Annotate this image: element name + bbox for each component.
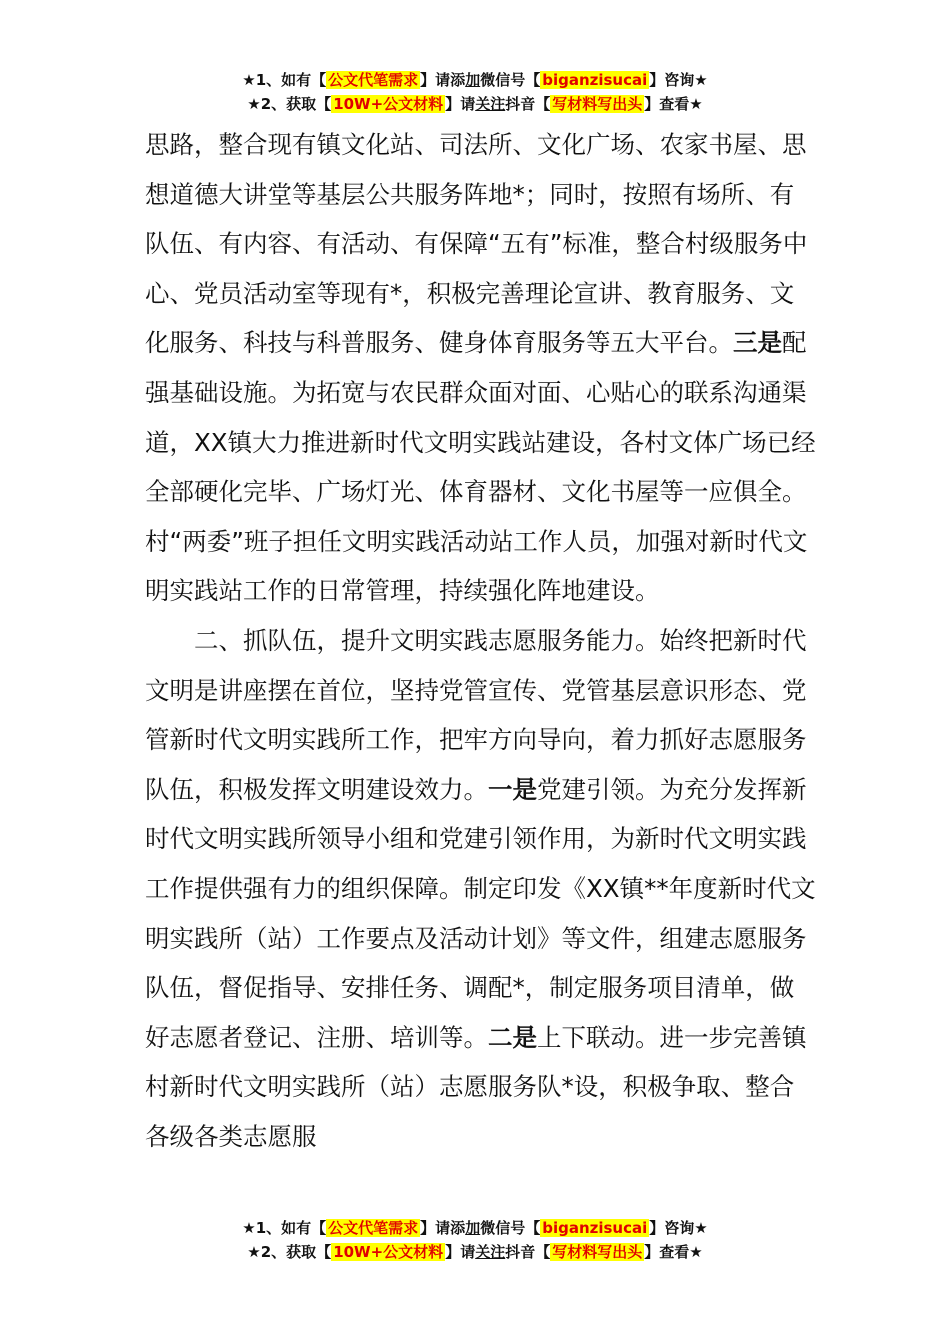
- banner-underline: 关注: [475, 95, 506, 113]
- banner-text: 】咨询★: [649, 1219, 708, 1237]
- banner-text: 】咨询★: [649, 71, 708, 89]
- paragraph-2: [145, 616, 817, 1162]
- banner-text: 】查看★: [644, 1243, 703, 1261]
- banner-text: 抖音【: [505, 1243, 551, 1261]
- banner-text: 】请添: [420, 71, 466, 89]
- banner-text: ★2、获取【: [247, 95, 332, 113]
- banner-highlight: 10W+公文材料: [333, 1243, 444, 1261]
- banner-text: 微信号【: [480, 71, 541, 89]
- banner-text: ★1、如有【: [242, 71, 327, 89]
- bold-keyword: 三是: [733, 328, 782, 358]
- banner-highlight: 公文代笔需求: [328, 71, 419, 89]
- banner-line-1: [0, 1216, 950, 1240]
- paragraph-1: [145, 120, 817, 616]
- banner-highlight: 写材料写出头: [552, 95, 643, 113]
- bold-keyword: 一是: [488, 774, 537, 804]
- banner-highlight: 公文代笔需求: [328, 1219, 419, 1237]
- footer-banner: [0, 1216, 950, 1264]
- banner-text: ★2、获取【: [247, 1243, 332, 1261]
- banner-line-2: [0, 1240, 950, 1264]
- banner-underline: 关注: [475, 1243, 506, 1261]
- header-banner: [0, 68, 950, 116]
- banner-line-2: [0, 92, 950, 116]
- paragraph-text: 思路，整合现有镇文化站、司法所、文化广场、农家书屋、思想道德大讲堂等基层公共服务阵地*；同时，按照有场所、有队伍、有内容、有活动、有保障“五有”标准，整合村级服务中心、党员活动室等现有*，积极完善理论宣讲、教育服务、文化服务、科技与科普服务、健身体育服务等五大平台。: [145, 130, 808, 358]
- banner-text: 抖音【: [505, 95, 551, 113]
- banner-highlight: biganzisucai: [542, 1219, 648, 1237]
- banner-text: 】查看★: [644, 95, 703, 113]
- banner-text: 微信号【: [480, 1219, 541, 1237]
- banner-underline: 加: [465, 71, 481, 89]
- banner-line-1: [0, 68, 950, 92]
- banner-highlight: 写材料写出头: [552, 1243, 643, 1261]
- banner-text: 】请: [445, 95, 476, 113]
- document-body: [145, 120, 817, 1161]
- paragraph-text: 上下联动。进一步完善镇村新时代文明实践所（站）志愿服务队*设，积极争取、整合各级各类志愿服: [145, 1022, 807, 1151]
- bold-keyword: 二是: [488, 1022, 537, 1052]
- banner-text: 】请: [445, 1243, 476, 1261]
- banner-highlight: 10W+公文材料: [333, 95, 444, 113]
- banner-underline: 加: [465, 1219, 481, 1237]
- banner-text: ★1、如有【: [242, 1219, 327, 1237]
- paragraph-text: 配强基础设施。为拓宽与农民群众面对面、心贴心的联系沟通渠道，XX镇大力推进新时代文明实践站建设，各村文体广场已经全部硬化完毕、广场灯光、体育器材、文化书屋等一应俱全。村“两委”班子担任文明实践活动站工作人员，加强对新时代文明实践站工作的日常管理，持续强化阵地建设。: [145, 328, 816, 606]
- paragraph-text: 党建引领。为充分发挥新时代文明实践所领导小组和党建引领作用，为新时代文明实践工作提供强有力的组织保障。制定印发《XX镇**年度新时代文明实践所（站）工作要点及活动计划》等文件，组建志愿服务队伍，督促指导、安排任务、调配*，制定服务项目清单，做好志愿者登记、注册、培训等。: [145, 774, 816, 1052]
- banner-highlight: biganzisucai: [542, 71, 648, 89]
- banner-text: 】请添: [420, 1219, 466, 1237]
- paragraph-text: 二、抓队伍，提升文明实践志愿服务能力。始终把新时代文明是讲座摆在首位，坚持党管宣传、党管基层意识形态、党管新时代文明实践所工作，把牢方向导向，着力抓好志愿服务队伍，积极发挥文明建设效力。: [145, 625, 807, 804]
